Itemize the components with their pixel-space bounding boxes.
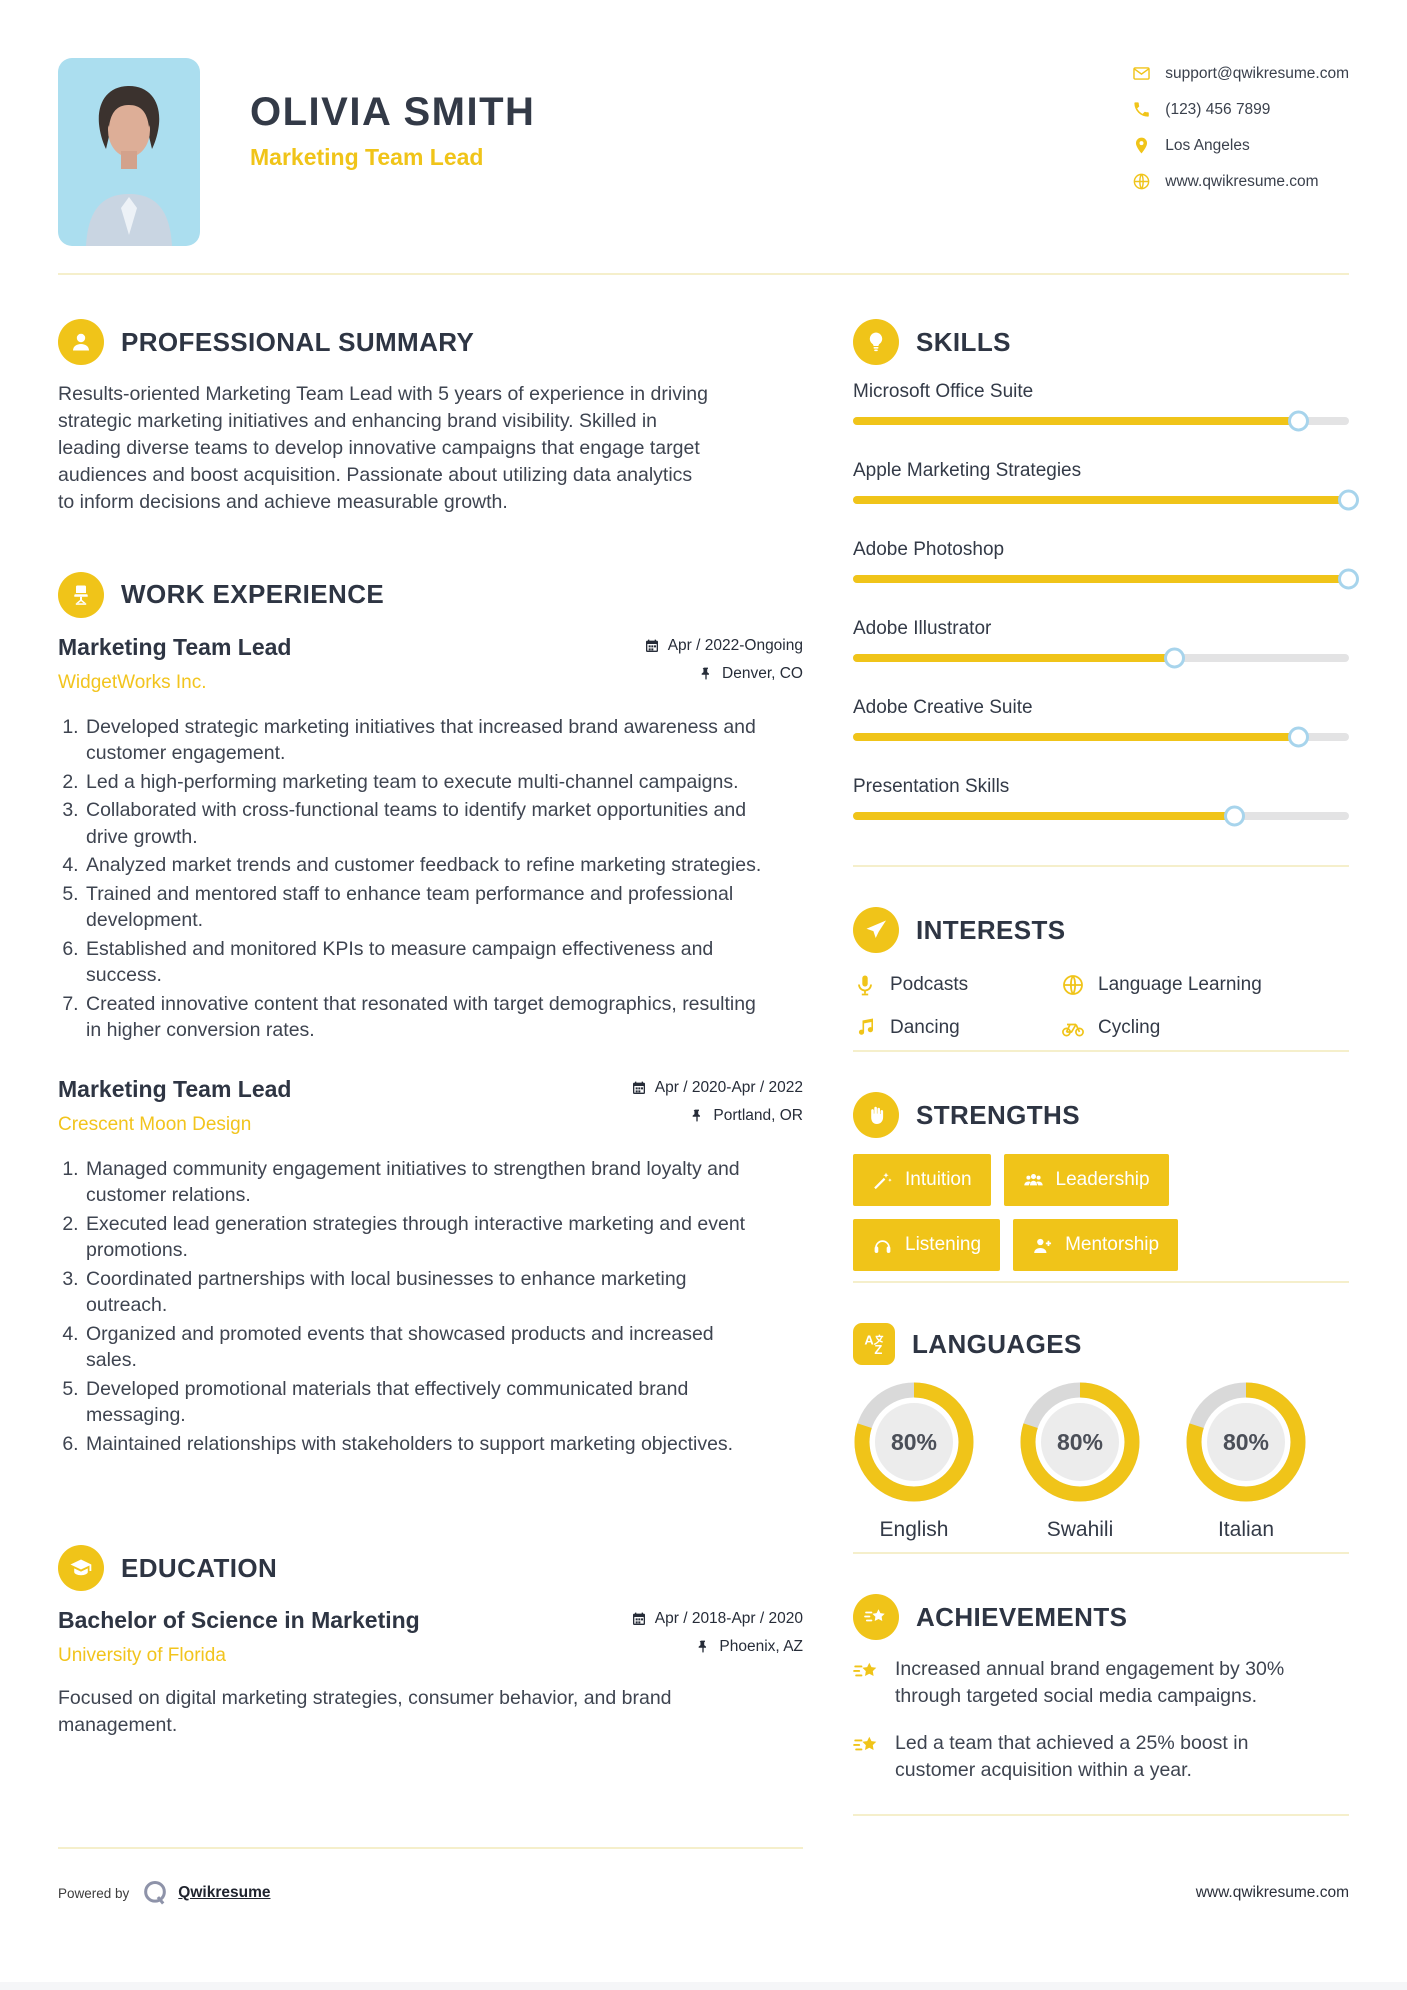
strengths-header: [853, 1092, 1349, 1138]
paper-plane-icon: [853, 907, 899, 953]
languages-list: [853, 1381, 1349, 1542]
interest-item: [853, 1016, 1061, 1040]
main-content: [0, 275, 1407, 1849]
skill-item: [853, 539, 1349, 583]
pushpin-icon: [689, 1108, 705, 1124]
skill-bar-track: [853, 575, 1349, 583]
skill-bar-fill: [853, 812, 1235, 820]
calendar-icon: [631, 1080, 647, 1096]
education-date: Apr / 2018-Apr / 2020: [654, 1610, 803, 1628]
contact-row[interactable]: [1132, 100, 1349, 119]
skill-slider-handle: [1338, 569, 1359, 590]
shooting-star-icon: [853, 1732, 880, 1759]
education-header: [58, 1545, 803, 1591]
summary-section: [58, 319, 803, 516]
job-bullet: 1. Developed strategic marketing initiatives that increased brand awareness and customer engagement.: [84, 714, 767, 767]
skill-item: [853, 618, 1349, 662]
job-bullet-list: [58, 1156, 803, 1458]
skill-slider-handle: [1288, 411, 1309, 432]
education-top: [58, 1607, 803, 1667]
powered-by-label: Powered by: [58, 1885, 130, 1901]
section-divider: [853, 1814, 1349, 1816]
bicycle-icon: [1061, 1016, 1085, 1040]
job-titles: [58, 634, 291, 694]
job-company: WidgetWorks Inc.: [58, 671, 207, 693]
skill-bar-fill: [853, 733, 1299, 741]
language-label: Italian: [1217, 1518, 1275, 1541]
education-date-row: [631, 1610, 803, 1628]
skill-bar-fill: [853, 417, 1299, 425]
job-bullet: 5. Developed promotional materials that effectively communicated brand messaging.: [84, 1376, 767, 1429]
summary-header: [58, 319, 803, 365]
language-label: Swahili: [1046, 1518, 1114, 1541]
contact-text: www.qwikresume.com: [1165, 172, 1319, 190]
strength-tag: [853, 1154, 991, 1206]
job-top: [58, 1076, 803, 1136]
globe-icon: [1061, 973, 1085, 997]
languages-section: [853, 1323, 1349, 1542]
interests-section: [853, 907, 1349, 1040]
strength-tag: [1004, 1154, 1169, 1206]
work-heading: WORK EXPERIENCE: [121, 579, 385, 610]
interests-header: [853, 907, 1349, 953]
shooting-star-icon: [853, 1658, 880, 1685]
job-meta: [644, 634, 803, 683]
footer-website[interactable]: www.qwikresume.com: [1195, 1884, 1349, 1901]
contact-text: support@qwikresume.com: [1165, 64, 1349, 82]
achievements-list: [853, 1656, 1349, 1784]
skill-label: Adobe Illustrator: [853, 618, 992, 639]
job-date: Apr / 2020-Apr / 2022: [654, 1078, 803, 1096]
name-block: [250, 58, 535, 171]
strength-label: Leadership: [1055, 1169, 1150, 1190]
section-divider: [853, 1281, 1349, 1283]
education-degree: Bachelor of Science in Marketing: [58, 1607, 420, 1634]
person-plus-icon: [1032, 1235, 1053, 1256]
graduation-cap-icon: [58, 1545, 104, 1591]
strengths-section: [853, 1092, 1349, 1271]
languages-header: [853, 1323, 1349, 1365]
language-percent: 80%: [890, 1429, 938, 1455]
svg-text:A: A: [864, 1332, 874, 1348]
skill-item: [853, 381, 1349, 425]
skills-heading: SKILLS: [916, 326, 1011, 357]
interest-item: [1061, 1016, 1349, 1040]
job-top: [58, 634, 803, 694]
pushpin-icon: [698, 666, 714, 682]
education-meta: [631, 1607, 803, 1656]
skill-label: Presentation Skills: [853, 776, 1010, 797]
skill-slider-handle: [1224, 806, 1245, 827]
q-logo-icon: [141, 1879, 169, 1907]
achievement-text: Increased annual brand engagement by 30% through targeted social media campaigns.: [895, 1658, 1285, 1707]
skill-bar-track: [853, 654, 1349, 662]
interest-label: Cycling: [1098, 1017, 1161, 1038]
job-date-row: [644, 637, 803, 655]
contact-row[interactable]: [1132, 172, 1349, 191]
skill-bar-fill: [853, 575, 1349, 583]
languages-heading: LANGUAGES: [912, 1328, 1082, 1359]
strength-tag: [853, 1219, 1000, 1271]
profile-photo: [58, 58, 200, 246]
skills-section: [853, 319, 1349, 855]
job-date: Apr / 2022-Ongoing: [667, 636, 803, 654]
section-divider: [853, 1552, 1349, 1554]
microphone-icon: [853, 973, 877, 997]
globe-icon: [1132, 172, 1151, 191]
shooting-star-icon: [853, 1594, 899, 1640]
team-icon: [1023, 1170, 1044, 1191]
skill-item: [853, 460, 1349, 504]
translate-icon: [853, 1323, 895, 1365]
magic-wand-icon: [872, 1170, 893, 1191]
calendar-icon: [631, 1611, 647, 1627]
job-bullet: 6. Maintained relationships with stakeholders to support marketing objectives.: [84, 1431, 767, 1458]
fist-icon: [853, 1092, 899, 1138]
strength-tag: [1013, 1219, 1178, 1271]
skill-slider-handle: [1288, 727, 1309, 748]
interest-item: [1061, 973, 1349, 997]
strength-label: Listening: [905, 1234, 982, 1255]
skill-bar-track: [853, 496, 1349, 504]
headphones-icon: [872, 1235, 893, 1256]
achievements-heading: ACHIEVEMENTS: [916, 1601, 1128, 1632]
language-item: [1185, 1381, 1307, 1542]
calendar-icon: [644, 638, 660, 654]
summary-text: Results-oriented Marketing Team Lead with 5 years of experience in driving strategic marketing initiatives and enhancing brand visibility. Skilled in leading diverse teams to develop innovative campaigns that engage target audiences and boost acquisition. Passionate about utilizing data analytics to inform decisions and achieve measurable growth.: [58, 383, 708, 513]
contact-row[interactable]: [1132, 64, 1349, 83]
lightbulb-icon: [853, 319, 899, 365]
work-section: [58, 572, 803, 1490]
education-school: University of Florida: [58, 1645, 226, 1667]
job-location-row: [689, 1107, 803, 1125]
language-donut: [1185, 1381, 1307, 1503]
job-bullet: 3. Coordinated partnerships with local businesses to enhance marketing outreach.: [84, 1266, 767, 1319]
job-bullet: 4. Analyzed market trends and customer feedback to refine marketing strategies.: [84, 852, 767, 879]
achievement-text: Led a team that achieved a 25% boost in customer acquisition within a year.: [895, 1731, 1249, 1781]
job-date-row: [631, 1079, 803, 1097]
skill-item: [853, 776, 1349, 820]
skill-item: [853, 697, 1349, 741]
job-bullet: 7. Created innovative content that resonated with target demographics, resulting in higher conversion rates.: [84, 991, 767, 1044]
language-label: English: [879, 1518, 949, 1541]
language-percent: 80%: [1222, 1429, 1270, 1455]
music-note-icon: [853, 1016, 877, 1040]
job-location-row: [698, 665, 803, 683]
contact-text: Los Angeles: [1165, 136, 1250, 154]
header: [0, 0, 1407, 246]
job-bullet: 3. Collaborated with cross-functional teams to identify market opportunities and drive growth.: [84, 797, 767, 850]
achievement-item: [853, 1656, 1323, 1710]
footer: [0, 1849, 1407, 1907]
job-bullet: 2. Led a high-performing marketing team to execute multi-channel campaigns.: [84, 769, 767, 796]
language-item: [1019, 1381, 1141, 1542]
education-description: Focused on digital marketing strategies, consumer behavior, and brand management.: [58, 1687, 672, 1737]
office-chair-icon: [58, 572, 104, 618]
skills-header: [853, 319, 1349, 365]
interest-item: [853, 973, 1061, 997]
education-location-row: [695, 1638, 803, 1656]
email-icon: [1132, 64, 1151, 83]
strengths-heading: STRENGTHS: [916, 1099, 1080, 1130]
job-location: Denver, CO: [722, 664, 803, 682]
phone-icon: [1132, 100, 1151, 119]
contact-block: [1132, 58, 1349, 191]
education-titles: [58, 1607, 420, 1667]
right-column: [853, 319, 1349, 1849]
skill-label: Microsoft Office Suite: [853, 381, 1034, 402]
job-titles: [58, 1076, 291, 1136]
job-bullet: 1. Managed community engagement initiatives to strengthen brand loyalty and customer relations.: [84, 1156, 767, 1209]
left-column-divider: [58, 1847, 803, 1849]
job-bullet: 5. Trained and mentored staff to enhance team performance and professional development.: [84, 881, 767, 934]
contact-text: (123) 456 7899: [1165, 100, 1271, 118]
section-divider: [853, 865, 1349, 867]
job-entry: [58, 634, 803, 1044]
skill-slider-handle: [1338, 490, 1359, 511]
pushpin-icon: [695, 1639, 711, 1655]
education-location: Phoenix, AZ: [719, 1638, 803, 1656]
interests-heading: INTERESTS: [916, 914, 1066, 945]
job-entry: [58, 1076, 803, 1458]
achievements-header: [853, 1594, 1349, 1640]
interest-label: Podcasts: [890, 974, 969, 995]
job-company: Crescent Moon Design: [58, 1113, 252, 1135]
left-column: [58, 319, 803, 1849]
interest-label: Dancing: [890, 1017, 960, 1038]
language-percent: 80%: [1056, 1429, 1104, 1455]
skill-slider-handle: [1164, 648, 1185, 669]
skills-list: [853, 381, 1349, 820]
job-bullet-list: [58, 714, 803, 1044]
person-icon: [58, 319, 104, 365]
summary-heading: PROFESSIONAL SUMMARY: [121, 326, 475, 357]
strength-label: Intuition: [905, 1169, 972, 1190]
interests-grid: [853, 973, 1349, 1040]
bottom-strip: [0, 1982, 1407, 1990]
section-divider: [853, 1050, 1349, 1052]
job-bullet: 4. Organized and promoted events that showcased products and increased sales.: [84, 1321, 767, 1374]
skill-label: Adobe Photoshop: [853, 539, 1005, 560]
skill-bar-fill: [853, 654, 1175, 662]
education-heading: EDUCATION: [121, 1552, 278, 1583]
person-title: Marketing Team Lead: [250, 144, 484, 170]
svg-text:Z: Z: [874, 1341, 883, 1357]
language-donut: [1019, 1381, 1141, 1503]
language-donut: [853, 1381, 975, 1503]
skill-bar-fill: [853, 496, 1349, 504]
strength-label: Mentorship: [1065, 1234, 1160, 1255]
location-icon: [1132, 136, 1151, 155]
skill-bar-track: [853, 812, 1349, 820]
skill-label: Adobe Creative Suite: [853, 697, 1033, 718]
job-location: Portland, OR: [713, 1106, 803, 1124]
strengths-list: [853, 1154, 1293, 1271]
qwikresume-link[interactable]: Qwikresume: [178, 1884, 271, 1901]
contact-row[interactable]: [1132, 136, 1349, 155]
skill-label: Apple Marketing Strategies: [853, 460, 1082, 481]
achievement-item: [853, 1730, 1323, 1784]
job-bullet: 2. Executed lead generation strategies through interactive marketing and event promotions.: [84, 1211, 767, 1264]
job-title: Marketing Team Lead: [58, 1075, 292, 1102]
job-title: Marketing Team Lead: [58, 633, 292, 660]
work-header: [58, 572, 803, 618]
skill-bar-track: [853, 733, 1349, 741]
achievements-section: [853, 1594, 1349, 1804]
job-bullet: 6. Established and monitored KPIs to measure campaign effectiveness and success.: [84, 936, 767, 989]
person-name: OLIVIA SMITH: [250, 90, 536, 134]
job-meta: [631, 1076, 803, 1125]
language-item: [853, 1381, 975, 1542]
interest-label: Language Learning: [1098, 974, 1262, 995]
skill-bar-track: [853, 417, 1349, 425]
education-section: [58, 1545, 803, 1739]
